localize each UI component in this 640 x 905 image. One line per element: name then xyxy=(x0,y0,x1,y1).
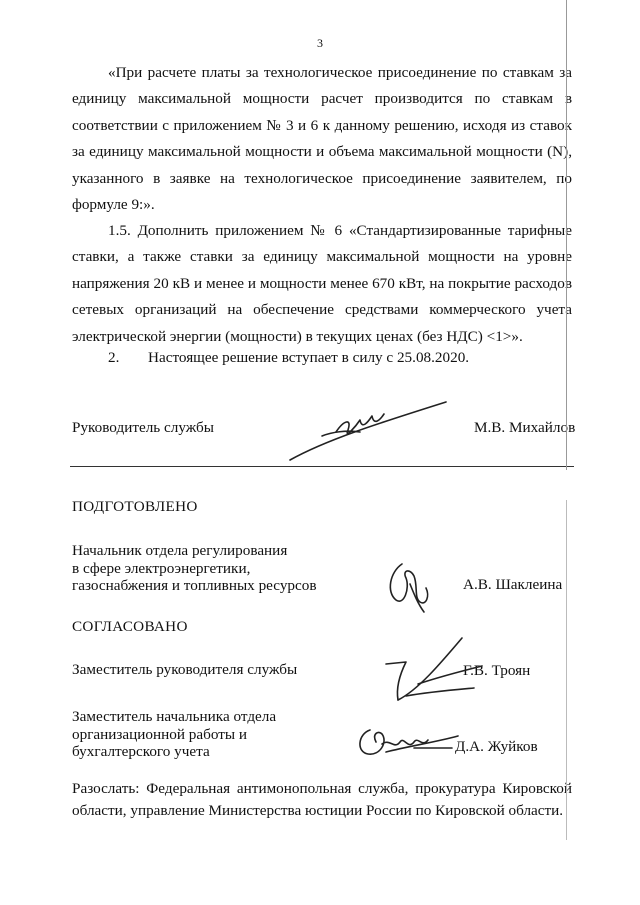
agreed-signer-2-position xyxy=(72,708,276,761)
agreed-signer-2-signature-image xyxy=(352,722,462,764)
position-line: газоснабжения и топливных ресурсов xyxy=(72,577,317,594)
item-number: 2. xyxy=(108,349,120,366)
paragraph-item-2 xyxy=(72,345,572,371)
page-number: 3 xyxy=(317,36,323,50)
prepared-position xyxy=(72,542,317,595)
position-line: Заместитель руководителя службы xyxy=(72,661,298,678)
head-name: М.В. Михайлов xyxy=(474,419,576,436)
agreed-signer-1-position xyxy=(72,661,297,679)
scan-edge-line xyxy=(566,500,567,840)
head-position: Руководитель службы xyxy=(72,419,214,436)
agreed-signer-1-name: Г.В. Троян xyxy=(463,662,531,679)
signature-divider xyxy=(70,466,574,467)
position-line: в сфере электроэнергетики, xyxy=(72,559,251,577)
prepared-name: А.В. Шаклеина xyxy=(463,576,563,593)
item-text: Настоящее решение вступает в силу с 25.08.2020. xyxy=(148,349,470,366)
paragraph-formula-clause: «При расчете платы за технологическое присоединение по ставкам за единицу максимальной мощности расчет производится по ставкам в соответствии с приложением № 3 и 6 к данному решению, исходя из ставок за единицу максимальной мощности и объема максимальной мощности (N), указанного в заявке на технологическое присоединение заявителем, по формуле 9:». xyxy=(72,64,572,214)
distribution-list: Разослать: Федеральная антимонопольная служба, прокуратура Кировской области, управление Министерства юстиции России по Кировской области. xyxy=(72,780,572,819)
position-line: Начальник отдела регулирования xyxy=(72,542,288,559)
prepared-heading: ПОДГОТОВЛЕНО xyxy=(72,498,198,515)
agreed-signer-1-signature-image xyxy=(378,630,488,706)
position-line: бухгалтерского учета xyxy=(72,743,210,760)
agreed-signer-2-name: Д.А. Жуйков xyxy=(455,738,538,755)
prepared-signature-image xyxy=(380,558,440,616)
position-line: организационной работы и xyxy=(72,725,247,743)
agreed-heading: СОГЛАСОВАНО xyxy=(72,618,188,635)
position-line: Заместитель начальника отдела xyxy=(72,708,277,725)
scan-edge-line xyxy=(566,0,567,470)
head-signature-image xyxy=(286,396,456,466)
paragraph-item-1-5: 1.5. Дополнить приложением № 6 «Стандартизированные тарифные ставки, а также ставки за единицу максимальной мощности на уровне напряжения 20 кВ и менее и мощности менее 670 кВт, на покрытие расходов сетевых организаций на обеспечение средствами коммерческого учета электрической энергии (мощности) в текущих ценах (без НДС) <1>». xyxy=(72,222,572,345)
